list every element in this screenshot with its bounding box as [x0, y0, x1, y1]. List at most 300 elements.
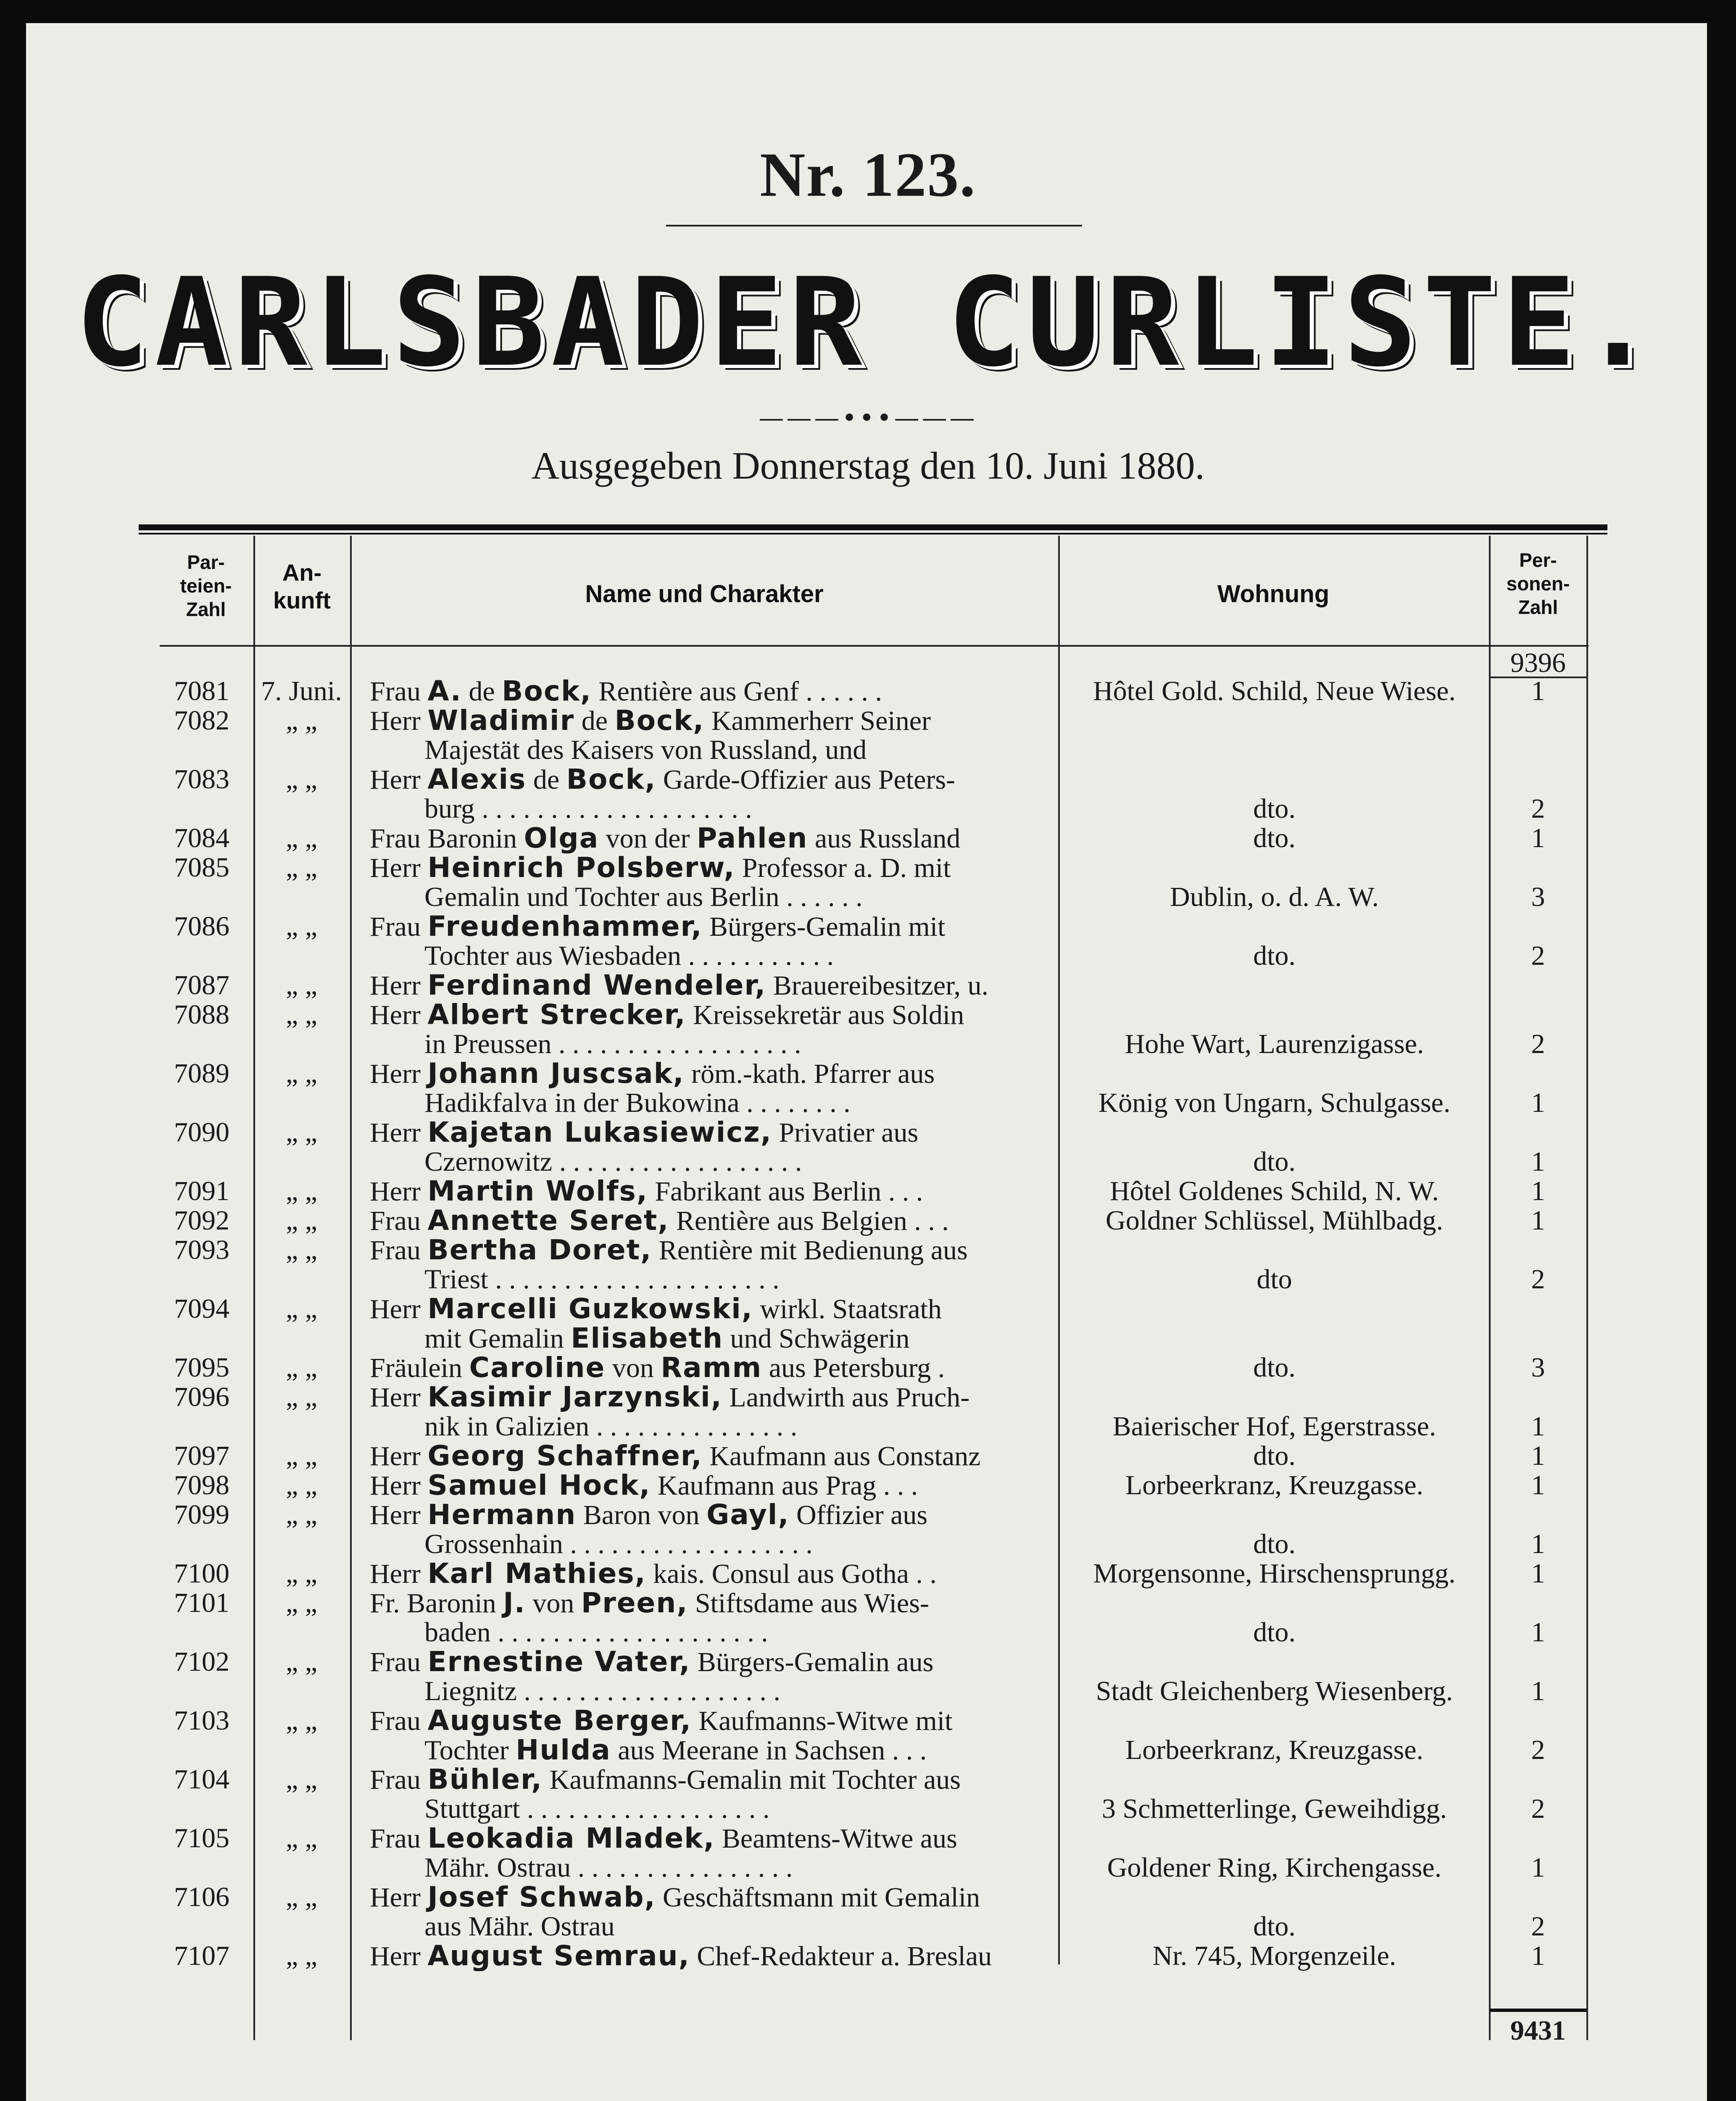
guest-description: Geschäftsmann mit Gemalin [656, 1882, 980, 1912]
table-row [0, 824, 1736, 853]
person-count: 1 [1531, 1176, 1545, 1206]
guest-description: Frau [370, 1235, 428, 1265]
arrival-date: 7. Juni. [261, 676, 342, 706]
person-count: 2 [1531, 1264, 1545, 1295]
party-number: 7088 [174, 999, 229, 1030]
party-number: 7094 [174, 1293, 229, 1324]
guest-description: Frau [370, 1206, 428, 1236]
guest-description: Herr [370, 1500, 428, 1530]
arrival-date: „ „ [285, 1176, 318, 1206]
guest-name: Bühler, [427, 1765, 543, 1795]
guest-description: Kammerherr Seiner [704, 706, 931, 736]
person-count: 1 [1531, 1617, 1545, 1648]
guest-description: Herr [370, 1118, 428, 1148]
residence: Hôtel Goldenes Schild, N. W. [1110, 1176, 1439, 1206]
residence: dto. [1253, 1146, 1296, 1177]
arrival-date: „ „ [285, 1764, 318, 1795]
arrival-date: „ „ [285, 970, 318, 1000]
guest-description: Tochter [424, 1735, 516, 1765]
table-row [0, 1559, 1736, 1588]
person-count: 1 [1531, 1676, 1545, 1706]
guest-description: nik in Galizien . . . . . . . . . . . . . . . [424, 1412, 798, 1441]
person-count: 1 [1531, 1470, 1545, 1501]
table-top-rule [139, 524, 1607, 530]
guest-description: Frau [370, 1824, 428, 1854]
table-row [0, 1647, 1736, 1706]
name-line [370, 1000, 1051, 1030]
header-bottom-rule [160, 645, 1588, 647]
guest-description: Fr. Baronin [370, 1588, 503, 1618]
residence: dto. [1253, 940, 1296, 971]
residence: Stadt Gleichenberg Wiesenberg. [1096, 1676, 1453, 1706]
residence: Morgensonne, Hirschensprungg. [1093, 1558, 1456, 1589]
guest-description: Baron von [576, 1500, 707, 1530]
guest-description: Gemalin und Tochter aus Berlin . . . . . . [424, 882, 863, 912]
name-line [424, 1088, 1105, 1118]
guest-name: August Semrau, [427, 1941, 690, 1971]
party-number: 7101 [174, 1588, 229, 1618]
col-header-personen: Per- sonen- Zahl [1506, 549, 1570, 618]
party-number: 7100 [174, 1558, 229, 1589]
residence: König von Ungarn, Schulgasse. [1098, 1087, 1451, 1118]
name-line [370, 1647, 1051, 1677]
arrival-date: „ „ [285, 1205, 318, 1236]
name-line [424, 1677, 1105, 1706]
party-number: 7092 [174, 1205, 229, 1236]
issue-number: Nr. 123. [760, 140, 976, 210]
arrival-date: „ „ [285, 764, 318, 795]
person-count: 1 [1531, 1205, 1545, 1236]
guest-name: Olga [524, 824, 599, 853]
guest-description: Kreissekretär aus Soldin [686, 1000, 964, 1030]
table-row [0, 677, 1736, 706]
person-count: 1 [1531, 676, 1545, 706]
guest-description: von [605, 1353, 661, 1383]
name-line [370, 1706, 1051, 1736]
arrival-date: „ „ [285, 1235, 318, 1265]
arrival-date: „ „ [285, 1293, 318, 1324]
person-count: 3 [1531, 882, 1545, 912]
table-row [0, 853, 1736, 912]
name-line [370, 1382, 1051, 1412]
guest-description: Bürgers-Gemalin aus [690, 1647, 934, 1677]
party-number: 7099 [174, 1499, 229, 1530]
residence: dto. [1253, 793, 1296, 824]
guest-name: Alexis [427, 765, 527, 795]
name-line [370, 1765, 1051, 1795]
guest-description: de [461, 677, 502, 706]
name-line [370, 1441, 1051, 1471]
name-line [370, 706, 1051, 736]
party-number: 7107 [174, 1940, 229, 1971]
name-line [370, 1500, 1051, 1530]
guest-description: Majestät des Kaisers von Russland, und [424, 735, 867, 765]
guest-name: Hermann [427, 1500, 577, 1530]
guest-name: Freudenhammer, [427, 912, 703, 942]
guest-description: Herr [370, 1177, 428, 1206]
guest-description: Frau [370, 912, 428, 942]
guest-name: Leokadia Mladek, [427, 1824, 715, 1854]
guest-description: aus Petersburg . [762, 1353, 945, 1383]
guest-description: Czernowitz . . . . . . . . . . . . . . . . . . [424, 1147, 802, 1177]
issue-date-line: Ausgegeben Donnerstag den 10. Juni 1880. [531, 444, 1205, 487]
guest-description: Herr [370, 1441, 428, 1471]
guest-description: Privatier aus [772, 1118, 919, 1148]
guest-name: Karl Mathies, [427, 1559, 646, 1589]
table-row [0, 912, 1736, 971]
guest-name: Pahlen [696, 824, 808, 853]
guest-description: Mähr. Ostrau . . . . . . . . . . . . . . . . [424, 1853, 793, 1882]
guest-description: Kaufmann aus Prag . . . [651, 1471, 918, 1501]
table-row [0, 1000, 1736, 1059]
guest-description: Kaufmann aus Constanz [702, 1441, 981, 1471]
guest-description: de [574, 706, 615, 736]
name-line [424, 1618, 1105, 1647]
guest-name: Albert Strecker, [427, 1000, 686, 1030]
guest-description: Tochter aus Wiesbaden . . . . . . . . . . . [424, 941, 834, 971]
arrival-date: „ „ [285, 911, 318, 942]
guest-name: Bock, [502, 677, 592, 706]
guest-description: Herr [370, 765, 428, 795]
grand-total: 9431 [1510, 2015, 1566, 2046]
person-count: 1 [1531, 1940, 1545, 1971]
name-line [424, 1530, 1105, 1559]
guest-description: Brauereibesitzer, u. [766, 971, 989, 1000]
guest-name: Gayl, [706, 1500, 790, 1530]
arrival-date: „ „ [285, 1352, 318, 1383]
guest-name: J. [503, 1588, 526, 1618]
guest-description: burg . . . . . . . . . . . . . . . . . . . . [424, 794, 752, 824]
carry-in-total: 9396 [1510, 648, 1566, 678]
guest-description: Herr [370, 1471, 428, 1501]
guest-description: Offizier aus [789, 1500, 928, 1530]
residence: Baierischer Hof, Egerstrasse. [1112, 1411, 1436, 1442]
total-top-rule [1490, 2009, 1586, 2012]
name-line [424, 1324, 1105, 1353]
arrival-date: „ „ [285, 1588, 318, 1618]
arrival-date: „ „ [285, 823, 318, 853]
guest-name: Ferdinand Wendeler, [427, 971, 767, 1000]
party-number: 7089 [174, 1058, 229, 1089]
party-number: 7095 [174, 1352, 229, 1383]
name-line [370, 1559, 1051, 1589]
arrival-date: „ „ [285, 1470, 318, 1501]
guest-name: Preen, [581, 1588, 688, 1618]
residence: dto. [1253, 1440, 1296, 1471]
table-row [0, 1765, 1736, 1824]
arrival-date: „ „ [285, 1499, 318, 1530]
person-count: 2 [1531, 793, 1545, 824]
guest-description: Landwirth aus Pruch- [722, 1382, 970, 1412]
guest-description: Frau [370, 1647, 428, 1677]
table-row [0, 1882, 1736, 1941]
party-number: 7087 [174, 970, 229, 1000]
person-count: 1 [1531, 1087, 1545, 1118]
guest-description: Herr [370, 1294, 428, 1324]
guest-description: Herr [370, 1059, 428, 1089]
guest-name: Martin Wolfs, [427, 1177, 648, 1206]
party-number: 7102 [174, 1646, 229, 1677]
party-number: 7081 [174, 676, 229, 706]
guest-name: Bock, [614, 706, 705, 736]
guest-description: von [525, 1588, 581, 1618]
person-count: 3 [1531, 1352, 1545, 1383]
guest-name: Annette Seret, [427, 1206, 669, 1236]
party-number: 7082 [174, 705, 229, 736]
residence: Hohe Wart, Laurenzigasse. [1125, 1029, 1424, 1059]
residence: Goldener Ring, Kirchengasse. [1107, 1852, 1442, 1883]
party-number: 7105 [174, 1823, 229, 1854]
guest-name: Wladimir [427, 706, 575, 736]
name-line [370, 765, 1051, 795]
title-rule [666, 225, 1082, 226]
guest-description: Kaufmanns-Gemalin mit Tochter aus [543, 1765, 961, 1795]
name-line [370, 1353, 1051, 1383]
guest-description: Herr [370, 971, 428, 1000]
party-number: 7103 [174, 1705, 229, 1736]
party-number: 7090 [174, 1117, 229, 1148]
residence: Nr. 745, Morgenzeile. [1152, 1940, 1396, 1971]
guest-description: Stiftsdame aus Wies- [688, 1588, 929, 1618]
residence: dto. [1253, 1529, 1296, 1559]
table-row [0, 1353, 1736, 1382]
col-header-ankunft: An- kunft [273, 559, 331, 613]
guest-description: Rentière mit Bedienung aus [652, 1235, 968, 1265]
arrival-date: „ „ [285, 1823, 318, 1854]
guest-description: in Preussen . . . . . . . . . . . . . . . . . . [424, 1029, 801, 1059]
name-line [424, 1735, 1105, 1765]
person-count: 1 [1531, 823, 1545, 853]
guest-name: Johann Juscsak, [427, 1059, 685, 1089]
name-line [370, 1941, 1051, 1971]
name-line [424, 1029, 1105, 1059]
guest-description: röm.-kath. Pfarrer aus [684, 1059, 935, 1089]
person-count: 2 [1531, 940, 1545, 971]
guest-description: Triest . . . . . . . . . . . . . . . . . . . . . [424, 1265, 780, 1294]
name-line [370, 1882, 1051, 1912]
guest-name: A. [427, 677, 462, 706]
name-line [370, 1177, 1051, 1206]
guest-description: Rentière aus Belgien . . . [669, 1206, 949, 1236]
name-line [424, 1147, 1105, 1177]
person-count: 1 [1531, 1529, 1545, 1559]
guest-description: Beamtens-Witwe aus [715, 1824, 957, 1854]
arrival-date: „ „ [285, 1705, 318, 1736]
guest-description: aus Mähr. Ostrau [424, 1912, 615, 1941]
person-count: 2 [1531, 1911, 1545, 1942]
guest-name: Heinrich Polsberw, [427, 853, 735, 883]
name-line [370, 971, 1051, 1000]
name-line [424, 1794, 1105, 1824]
name-line [370, 1235, 1051, 1265]
arrival-date: „ „ [285, 1382, 318, 1412]
person-count: 1 [1531, 1146, 1545, 1177]
guest-description: Fräulein [370, 1353, 469, 1383]
name-line [370, 1471, 1051, 1501]
guest-name: Ramm [661, 1353, 762, 1383]
arrival-date: „ „ [285, 1117, 318, 1148]
table-row [0, 1824, 1736, 1882]
guest-description: von der [599, 824, 697, 853]
col-header-wohnung: Wohnung [1217, 580, 1330, 608]
guest-description: Fabrikant aus Berlin . . . [648, 1177, 923, 1206]
arrival-date: „ „ [285, 1882, 318, 1912]
guest-description: aus Meerane in Sachsen . . . [611, 1735, 927, 1765]
guest-name: Ernestine Vater, [427, 1647, 691, 1677]
guest-name: Georg Schaffner, [427, 1441, 703, 1471]
name-line [370, 677, 1051, 706]
name-line [370, 912, 1051, 942]
party-number: 7104 [174, 1764, 229, 1795]
guest-name: Kajetan Lukasiewicz, [427, 1118, 772, 1148]
name-line [370, 1588, 1051, 1618]
name-line [370, 1206, 1051, 1236]
guest-description: Chef-Redakteur a. Breslau [690, 1941, 992, 1971]
table-row [0, 1118, 1736, 1177]
col-header-parteien: Par- teien- Zahl [180, 551, 232, 620]
party-number: 7093 [174, 1235, 229, 1265]
party-number: 7083 [174, 764, 229, 795]
residence: Lorbeerkranz, Kreuzgasse. [1125, 1735, 1424, 1765]
person-count: 1 [1531, 1558, 1545, 1589]
person-count: 2 [1531, 1735, 1545, 1765]
party-number: 7098 [174, 1470, 229, 1501]
name-line [424, 1853, 1105, 1882]
table-row [0, 971, 1736, 1000]
residence: dto. [1253, 823, 1296, 853]
guest-description: aus Russland [808, 824, 961, 853]
guest-name: Samuel Hock, [427, 1471, 651, 1501]
guest-description: Professor a. D. mit [735, 853, 951, 883]
guest-description: Herr [370, 1000, 428, 1030]
table-row [0, 706, 1736, 765]
guest-description: Liegnitz . . . . . . . . . . . . . . . . . . . [424, 1677, 780, 1706]
table-row [0, 1441, 1736, 1471]
table-row [0, 1177, 1736, 1206]
table-row [0, 1941, 1736, 1971]
party-number: 7084 [174, 823, 229, 853]
guest-description: Herr [370, 1941, 428, 1971]
guest-description: Bürgers-Gemalin mit [702, 912, 946, 942]
table-row [0, 1500, 1736, 1559]
residence: 3 Schmetterlinge, Geweihdigg. [1101, 1793, 1447, 1824]
table-row [0, 1471, 1736, 1500]
col-header-name: Name und Charakter [585, 580, 824, 608]
name-line [370, 1824, 1051, 1854]
guest-name: Bertha Doret, [427, 1235, 652, 1265]
table-row [0, 1235, 1736, 1294]
name-line [424, 1265, 1105, 1294]
residence: Hôtel Gold. Schild, Neue Wiese. [1093, 676, 1456, 706]
guest-description: de [526, 765, 566, 795]
guest-name: Josef Schwab, [427, 1882, 656, 1912]
name-line [424, 941, 1105, 971]
masthead-title: CARLSBADER CURLISTE. [75, 252, 1661, 394]
person-count: 1 [1531, 1852, 1545, 1883]
arrival-date: „ „ [285, 999, 318, 1030]
guest-name: Caroline [469, 1353, 606, 1383]
guest-description: Stuttgart . . . . . . . . . . . . . . . . . . [424, 1794, 770, 1824]
name-line [370, 824, 1051, 853]
guest-name: Hulda [516, 1735, 611, 1765]
party-number: 7106 [174, 1882, 229, 1912]
person-count: 1 [1531, 1411, 1545, 1442]
guest-name: Kasimir Jarzynski, [427, 1382, 722, 1412]
ornament-divider: ———•••——— [759, 403, 977, 433]
residence: dto. [1253, 1617, 1296, 1648]
arrival-date: „ „ [285, 1646, 318, 1677]
guest-name: Bock, [566, 765, 656, 795]
arrival-date: „ „ [285, 852, 318, 883]
guest-description: wirkl. Staatsrath [753, 1294, 942, 1324]
guest-description: Frau Baronin [370, 824, 524, 853]
name-line [424, 794, 1105, 824]
arrival-date: „ „ [285, 1058, 318, 1089]
residence: dto. [1253, 1911, 1296, 1942]
table-row [0, 1706, 1736, 1765]
name-line [424, 1912, 1105, 1941]
guest-description: Frau [370, 1706, 428, 1736]
arrival-date: „ „ [285, 1558, 318, 1589]
arrival-date: „ „ [285, 705, 318, 736]
person-count: 2 [1531, 1029, 1545, 1059]
guest-description: Herr [370, 1882, 428, 1912]
guest-description: Garde-Offizier aus Peters- [656, 765, 956, 795]
name-line [370, 1294, 1051, 1324]
name-line [424, 1412, 1105, 1441]
party-number: 7086 [174, 911, 229, 942]
table-top-rule-2 [139, 533, 1607, 534]
guest-description: Hadikfalva in der Bukowina . . . . . . . . [424, 1088, 851, 1118]
guest-description: Frau [370, 677, 428, 706]
guest-description: kais. Consul aus Gotha . . [646, 1559, 937, 1589]
name-line [424, 882, 1105, 912]
arrival-date: „ „ [285, 1940, 318, 1971]
party-number: 7085 [174, 852, 229, 883]
table-row [0, 1059, 1736, 1118]
party-number: 7096 [174, 1382, 229, 1412]
guest-name: Auguste Berger, [427, 1706, 692, 1736]
guest-description: und Schwägerin [723, 1324, 910, 1353]
party-number: 7097 [174, 1440, 229, 1471]
guest-name: Marcelli Guzkowski, [427, 1294, 753, 1324]
person-count: 1 [1531, 1440, 1545, 1471]
guest-description: Herr [370, 706, 428, 736]
table-row [0, 1206, 1736, 1235]
residence: Lorbeerkranz, Kreuzgasse. [1125, 1470, 1424, 1501]
name-line [424, 735, 1105, 765]
table-row [0, 1382, 1736, 1441]
guest-description: Herr [370, 1382, 428, 1412]
guest-description: Grossenhain . . . . . . . . . . . . . . . . . . [424, 1530, 813, 1559]
guest-description: Herr [370, 1559, 428, 1589]
guest-description: baden . . . . . . . . . . . . . . . . . . . . [424, 1618, 768, 1647]
person-count: 2 [1531, 1793, 1545, 1824]
residence: Goldner Schlüssel, Mühlbadg. [1106, 1205, 1443, 1236]
guest-description: Kaufmanns-Witwe mit [691, 1706, 953, 1736]
residence: dto [1257, 1264, 1292, 1295]
arrival-date: „ „ [285, 1440, 318, 1471]
guest-description: mit Gemalin [424, 1324, 571, 1353]
name-line [370, 1118, 1051, 1148]
residence: Dublin, o. d. A. W. [1170, 882, 1379, 912]
party-number: 7091 [174, 1176, 229, 1206]
name-line [370, 1059, 1051, 1089]
table-row [0, 1588, 1736, 1647]
guest-name: Elisabeth [571, 1324, 723, 1353]
residence: dto. [1253, 1352, 1296, 1383]
guest-description: Herr [370, 853, 428, 883]
